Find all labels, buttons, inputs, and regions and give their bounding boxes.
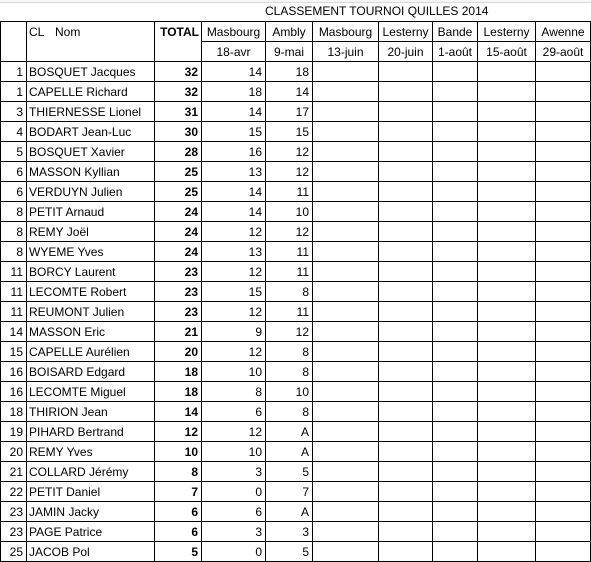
row-rank: 20 <box>9 445 23 459</box>
row-total: 18 <box>184 385 198 399</box>
row-total: 12 <box>184 425 198 439</box>
header-venue: Ambly <box>272 25 306 39</box>
row-name: PAGE Patrice <box>29 525 103 539</box>
row-name: REMY Yves <box>29 445 93 459</box>
header-venue: Masbourg <box>206 25 261 39</box>
header-date: 1-août <box>437 45 473 59</box>
row-score: 10 <box>295 385 309 399</box>
row-rank: 8 <box>16 205 23 219</box>
row-score: 12 <box>248 305 262 319</box>
row-rank: 6 <box>16 165 23 179</box>
row-total: 25 <box>184 165 198 179</box>
row-score: 8 <box>302 405 309 419</box>
row-score: 8 <box>255 385 262 399</box>
row-name: REUMONT Julien <box>29 305 125 319</box>
grid-vline <box>477 21 478 562</box>
row-score: 6 <box>255 405 262 419</box>
header-cl: CL <box>29 25 45 39</box>
row-rank: 8 <box>16 225 23 239</box>
row-score: 5 <box>302 465 309 479</box>
row-rank: 1 <box>16 85 23 99</box>
row-total: 28 <box>184 145 198 159</box>
header-nom: Nom <box>55 25 81 39</box>
row-score: 13 <box>248 165 262 179</box>
header-date: 9-mai <box>273 45 304 59</box>
row-total: 5 <box>191 545 198 559</box>
row-score: 12 <box>248 265 262 279</box>
row-rank: 23 <box>9 505 23 519</box>
row-name: JAMIN Jacky <box>29 505 100 519</box>
row-total: 32 <box>184 65 198 79</box>
row-name: CAPELLE Aurélien <box>29 345 130 359</box>
row-name: BODART Jean-Luc <box>29 125 132 139</box>
row-name: LECOMTE Miguel <box>29 385 126 399</box>
row-score: 12 <box>248 425 262 439</box>
row-rank: 21 <box>9 465 23 479</box>
row-score: 15 <box>248 285 262 299</box>
row-score: 12 <box>248 345 262 359</box>
row-name: WYEME Yves <box>29 245 104 259</box>
row-rank: 23 <box>9 525 23 539</box>
header-venue: Masbourg <box>318 25 373 39</box>
row-total: 25 <box>184 185 198 199</box>
row-score: 11 <box>296 305 309 319</box>
row-total: 6 <box>191 505 198 519</box>
row-total: 23 <box>184 305 198 319</box>
row-total: 24 <box>184 245 198 259</box>
row-score: 12 <box>295 165 309 179</box>
row-score: 8 <box>302 345 309 359</box>
row-score: 14 <box>248 65 262 79</box>
row-total: 6 <box>191 525 198 539</box>
row-rank: 3 <box>16 105 23 119</box>
row-name: PETIT Daniel <box>29 485 101 499</box>
row-total: 31 <box>184 105 198 119</box>
header-date: 13-juin <box>327 45 364 59</box>
row-score: 10 <box>295 205 309 219</box>
row-total: 23 <box>184 285 198 299</box>
row-score: 15 <box>295 125 309 139</box>
row-name: PIHARD Bertrand <box>29 425 124 439</box>
row-rank: 14 <box>9 325 23 339</box>
header-date: 18-avr <box>216 45 251 59</box>
header-total: TOTAL <box>160 25 199 39</box>
row-score: 17 <box>295 105 309 119</box>
row-rank: 22 <box>9 485 23 499</box>
row-score: 0 <box>255 485 262 499</box>
row-score: 11 <box>296 185 309 199</box>
row-total: 7 <box>191 485 198 499</box>
row-total: 10 <box>184 445 198 459</box>
header-venue: Lesterny <box>382 25 429 39</box>
row-total: 8 <box>191 465 198 479</box>
row-name: THIRION Jean <box>29 405 108 419</box>
row-total: 18 <box>184 365 198 379</box>
row-score: A <box>300 505 309 519</box>
grid-vline <box>432 21 433 562</box>
row-score: 6 <box>255 505 262 519</box>
row-rank: 1 <box>16 65 23 79</box>
row-score: 14 <box>248 105 262 119</box>
row-score: 10 <box>248 445 262 459</box>
row-score: 3 <box>255 465 262 479</box>
row-score: A <box>300 425 309 439</box>
row-total: 30 <box>184 125 198 139</box>
row-name: THIERNESSE Lionel <box>29 105 142 119</box>
grid-vline <box>535 21 536 562</box>
row-score: 14 <box>248 205 262 219</box>
row-name: BOSQUET Xavier <box>29 145 125 159</box>
row-name: REMY Joël <box>29 225 89 239</box>
row-name: JACOB Pol <box>29 545 90 559</box>
row-rank: 11 <box>10 285 23 299</box>
row-score: 12 <box>295 325 309 339</box>
grid-vline <box>312 21 313 562</box>
sheet-title: CLASSEMENT TOURNOI QUILLES 2014 <box>265 4 489 18</box>
row-total: 14 <box>184 405 198 419</box>
row-total: 20 <box>184 345 198 359</box>
row-score: 15 <box>248 125 262 139</box>
grid-vline <box>378 21 379 562</box>
row-score: 13 <box>248 245 262 259</box>
row-rank: 8 <box>16 245 23 259</box>
row-name: COLLARD Jérémy <box>29 465 129 479</box>
row-total: 24 <box>184 225 198 239</box>
row-score: 14 <box>295 85 309 99</box>
row-score: 0 <box>255 545 262 559</box>
row-score: 8 <box>302 285 309 299</box>
row-score: 12 <box>248 225 262 239</box>
row-score: A <box>300 445 309 459</box>
row-score: 5 <box>302 545 309 559</box>
header-date: 15-août <box>486 45 527 59</box>
row-rank: 18 <box>9 405 23 419</box>
row-score: 9 <box>255 325 262 339</box>
row-score: 11 <box>296 245 309 259</box>
header-venue: Awenne <box>541 25 585 39</box>
row-rank: 15 <box>9 345 23 359</box>
row-score: 18 <box>248 85 262 99</box>
row-score: 10 <box>248 365 262 379</box>
row-score: 3 <box>255 525 262 539</box>
header-venue: Bande <box>437 25 473 39</box>
row-name: VERDUYN Julien <box>29 185 123 199</box>
row-rank: 4 <box>16 125 23 139</box>
row-score: 8 <box>302 365 309 379</box>
row-rank: 11 <box>10 265 23 279</box>
row-name: MASSON Kyllian <box>29 165 120 179</box>
row-name: LECOMTE Robert <box>29 285 127 299</box>
header-venue: Lesterny <box>483 25 530 39</box>
row-name: BOSQUET Jacques <box>29 65 136 79</box>
row-total: 23 <box>184 265 198 279</box>
row-score: 11 <box>296 265 309 279</box>
row-name: BORCY Laurent <box>29 265 116 279</box>
row-rank: 6 <box>16 185 23 199</box>
header-date: 29-août <box>542 45 584 59</box>
row-rank: 5 <box>16 145 23 159</box>
row-score: 18 <box>295 65 309 79</box>
row-score: 7 <box>302 485 309 499</box>
row-total: 24 <box>184 205 198 219</box>
row-name: MASSON Eric <box>29 325 106 339</box>
row-rank: 16 <box>9 365 23 379</box>
grid-vline <box>26 21 27 562</box>
sheet-top-band <box>0 0 591 3</box>
row-rank: 11 <box>10 305 23 319</box>
row-name: BOISARD Edgard <box>29 365 126 379</box>
row-score: 16 <box>248 145 262 159</box>
row-score: 14 <box>248 185 262 199</box>
row-total: 32 <box>184 85 198 99</box>
row-rank: 16 <box>9 385 23 399</box>
row-name: CAPELLE Richard <box>29 85 128 99</box>
row-score: 3 <box>302 525 309 539</box>
row-rank: 19 <box>9 425 23 439</box>
header-date: 20-juin <box>387 45 424 59</box>
row-score: 12 <box>295 145 309 159</box>
row-total: 21 <box>184 325 198 339</box>
row-rank: 25 <box>9 545 23 559</box>
row-name: PETIT Arnaud <box>29 205 105 219</box>
row-score: 12 <box>295 225 309 239</box>
